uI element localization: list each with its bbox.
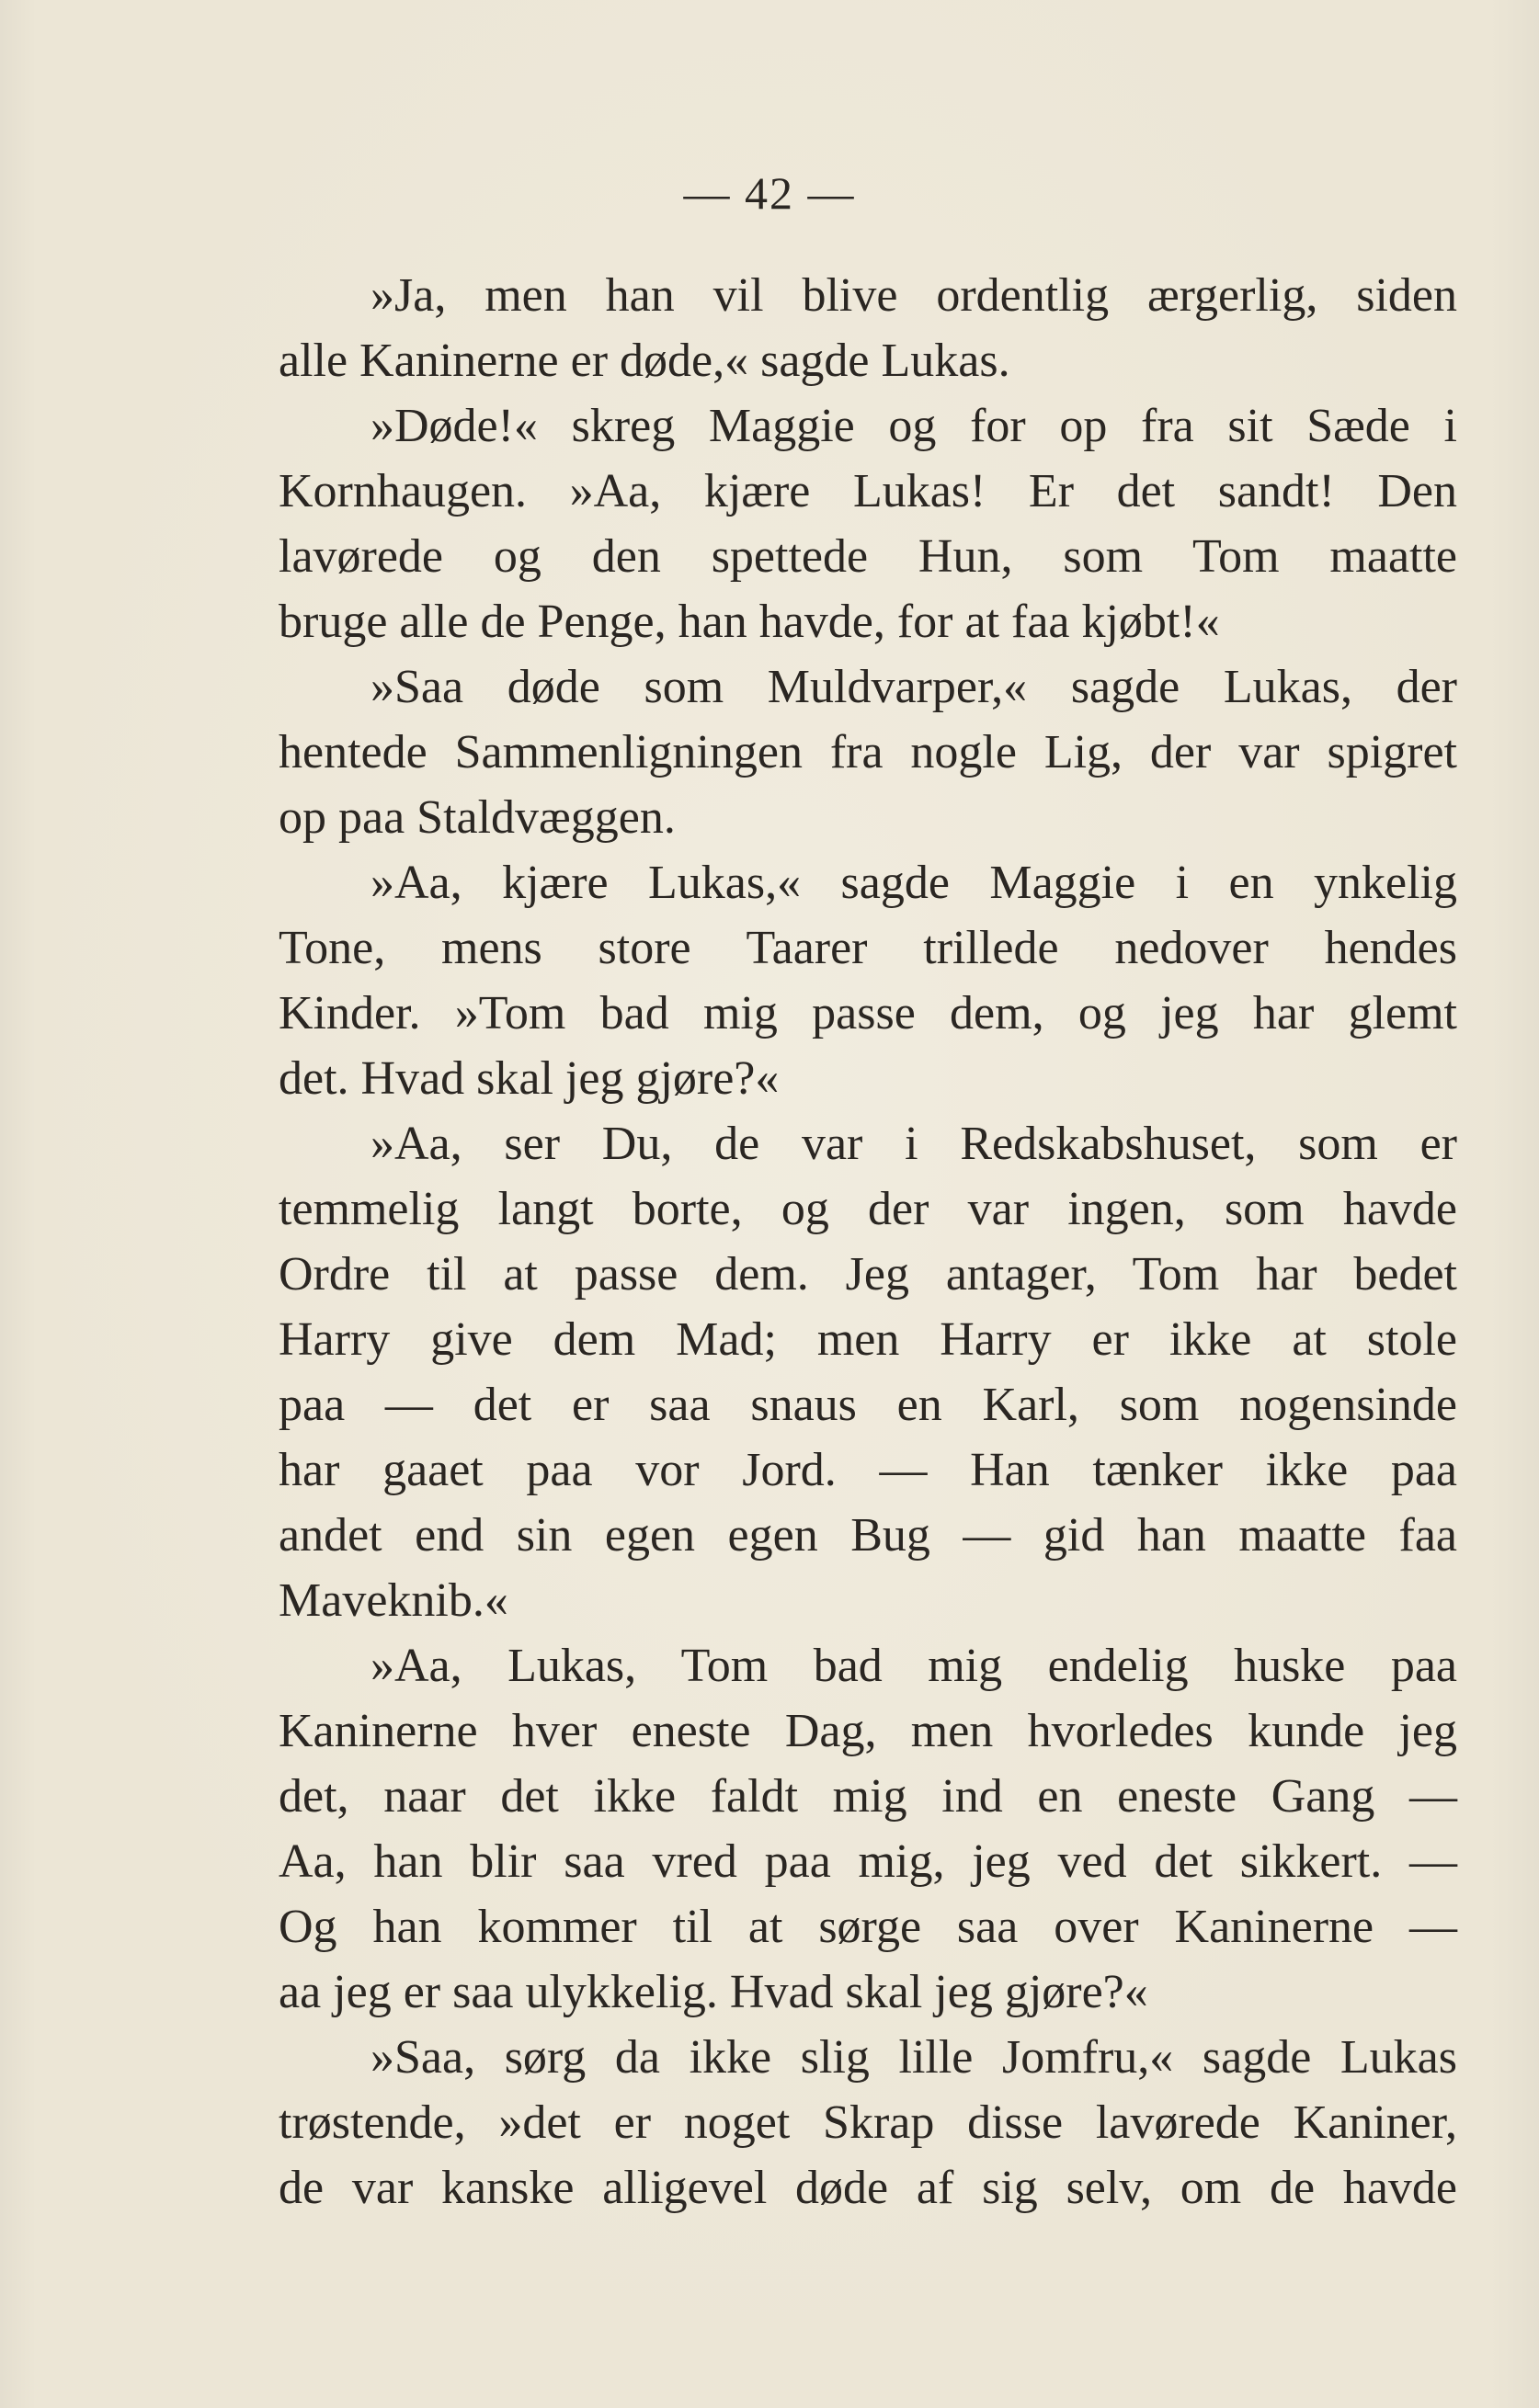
text-line: Kaninerne hver eneste Dag, men hvorledes kunde jeg bbox=[279, 1705, 1457, 1757]
text-line: paa — det er saa snaus en Karl, som nogensinde bbox=[279, 1379, 1457, 1431]
text-line: Harry give dem Mad; men Harry er ikke at stole bbox=[279, 1313, 1457, 1366]
page-number: — 42 — bbox=[683, 167, 856, 219]
text-line: Kinder. »Tom bad mig passe dem, og jeg har glemt bbox=[279, 987, 1457, 1039]
text-line: andet end sin egen egen Bug — gid han maatte faa bbox=[279, 1509, 1457, 1562]
text-line: har gaaet paa vor Jord. — Han tænker ikke paa bbox=[279, 1444, 1457, 1496]
text-line: Kornhaugen. »Aa, kjære Lukas! Er det sandt! Den bbox=[279, 465, 1457, 517]
text-line: Og han kommer til at sørge saa over Kaninerne — bbox=[279, 1901, 1457, 1953]
text-line: de var kanske alligevel døde af sig selv, om de havde bbox=[279, 2162, 1457, 2214]
text-line: »Aa, kjære Lukas,« sagde Maggie i en ynkelig bbox=[370, 857, 1457, 909]
text-line: hentede Sammenligningen fra nogle Lig, der var spigret bbox=[279, 726, 1457, 778]
text-line: bruge alle de Penge, han havde, for at faa kjøbt!« bbox=[279, 596, 1220, 648]
text-line: det, naar det ikke faldt mig ind en eneste Gang — bbox=[279, 1770, 1457, 1823]
text-line: op paa Staldvæggen. bbox=[279, 791, 676, 844]
text-line: aa jeg er saa ulykkelig. Hvad skal jeg gjøre?« bbox=[279, 1966, 1148, 2018]
text-line: trøstende, »det er noget Skrap disse lavørede Kaniner, bbox=[279, 2096, 1457, 2149]
text-line: Maveknib.« bbox=[279, 1574, 508, 1627]
text-line: »Aa, Lukas, Tom bad mig endelig huske paa bbox=[370, 1640, 1457, 1692]
body-text bbox=[279, 263, 1457, 2221]
text-line: »Saa døde som Muldvarper,« sagde Lukas, der bbox=[370, 661, 1457, 713]
text-line: Tone, mens store Taarer trillede nedover hendes bbox=[279, 922, 1457, 974]
text-line: »Saa, sørg da ikke slig lille Jomfru,« sagde Lukas bbox=[370, 2031, 1457, 2084]
text-line: »Ja, men han vil blive ordentlig ærgerlig, siden bbox=[370, 269, 1457, 322]
text-line: »Døde!« skreg Maggie og for op fra sit Sæde i bbox=[370, 400, 1457, 452]
text-line: Ordre til at passe dem. Jeg antager, Tom har bedet bbox=[279, 1248, 1457, 1301]
text-line: lavørede og den spettede Hun, som Tom maatte bbox=[279, 530, 1457, 583]
text-line: »Aa, ser Du, de var i Redskabshuset, som er bbox=[370, 1118, 1457, 1170]
text-line: temmelig langt borte, og der var ingen, som havde bbox=[279, 1183, 1457, 1235]
text-line: det. Hvad skal jeg gjøre?« bbox=[279, 1052, 780, 1105]
text-line: alle Kaninerne er døde,« sagde Lukas. bbox=[279, 335, 1010, 387]
text-line: Aa, han blir saa vred paa mig, jeg ved det sikkert. — bbox=[279, 1835, 1457, 1888]
